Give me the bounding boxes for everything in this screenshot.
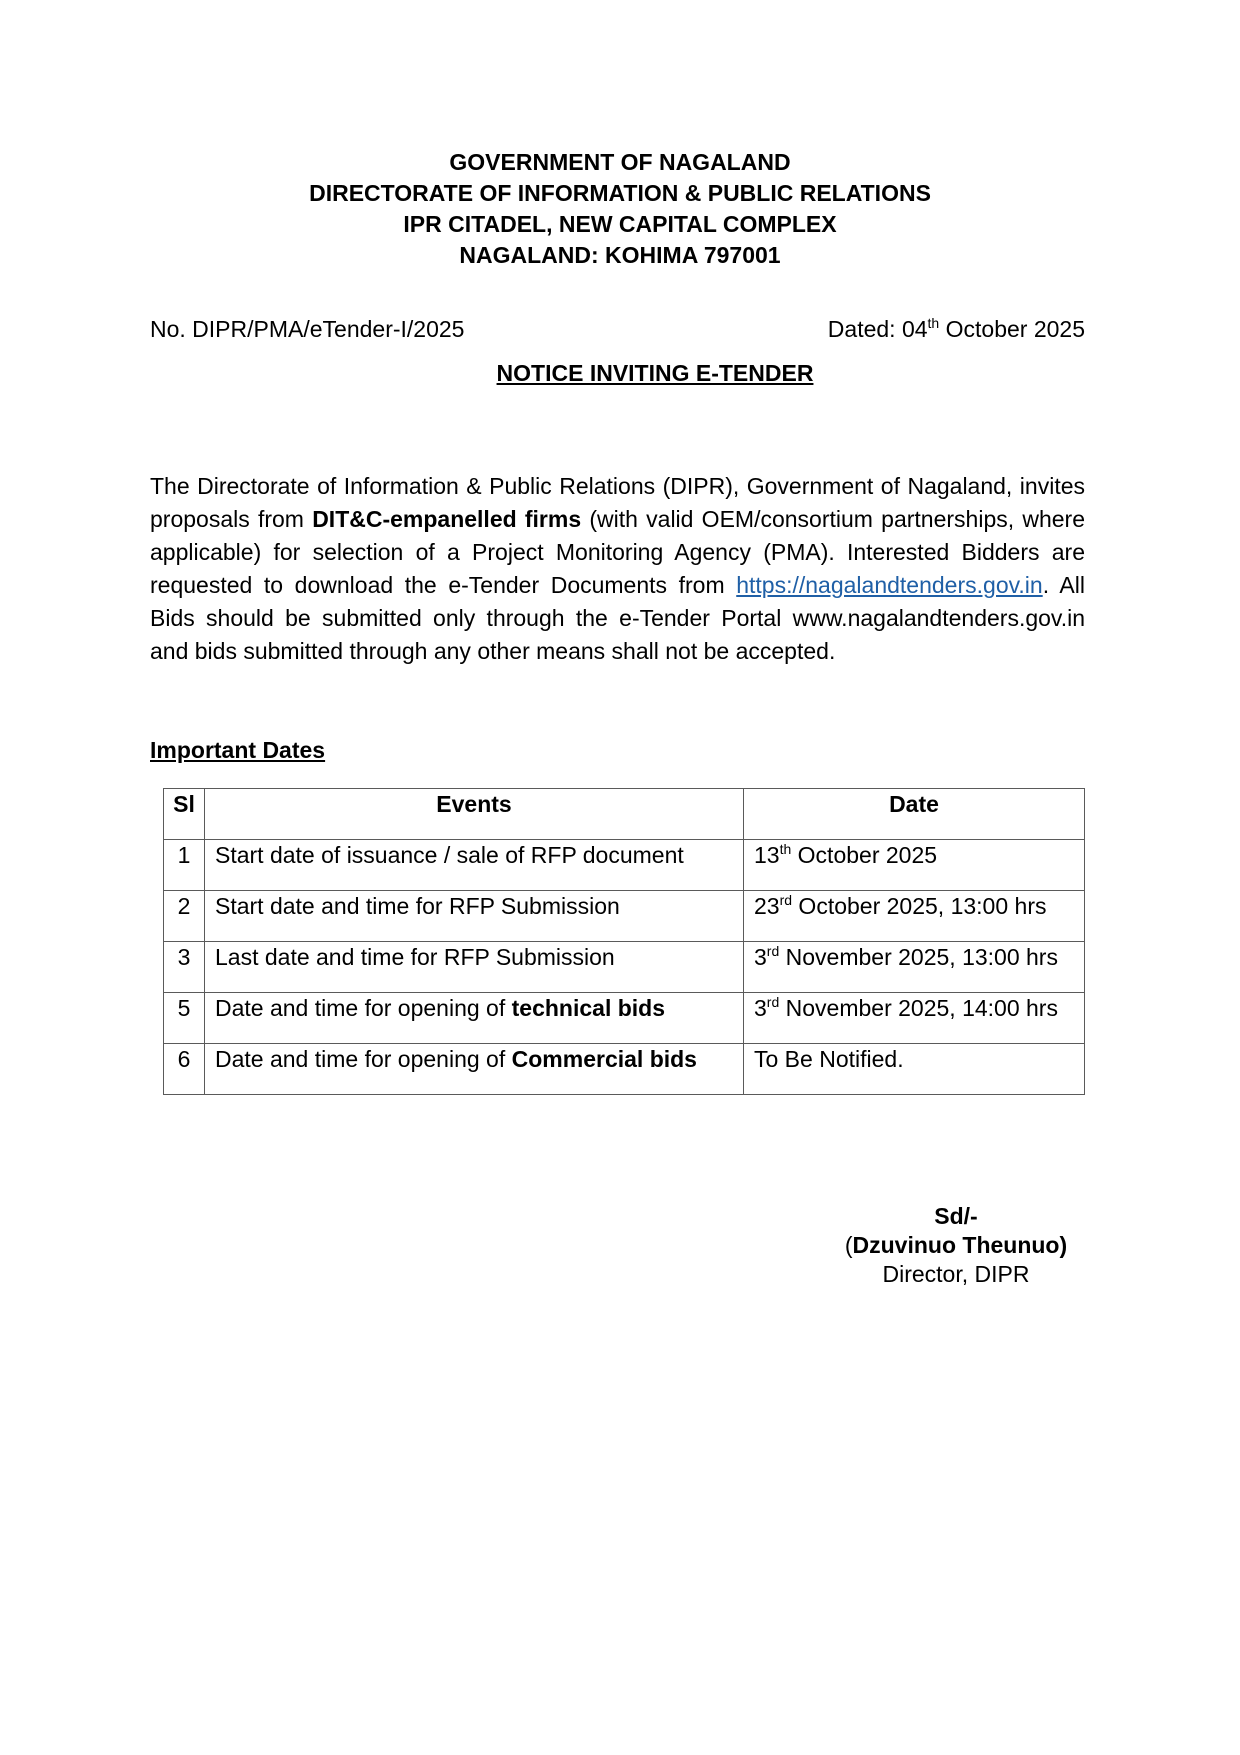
date-sup: rd <box>766 943 780 959</box>
row-date <box>744 840 1085 891</box>
dated <box>828 314 1085 344</box>
dated-sup: th <box>927 315 940 331</box>
date-text: To Be Notified. <box>754 1046 904 1072</box>
row-sl: 5 <box>164 993 205 1044</box>
date-sup: rd <box>766 994 780 1010</box>
row-sl: 3 <box>164 942 205 993</box>
paren-open: ( <box>844 1232 853 1258</box>
body-text-1: The Directorate of Information & Public Relations (DIPR), Government of Nagaland, invites proposals from <box>150 473 1085 532</box>
paren-close: ) <box>1059 1232 1068 1258</box>
important-dates-heading: Important Dates <box>150 737 326 763</box>
body-text-2: (with valid OEM/consortium partnerships, where applicable) for selection of a Project Monitoring Agency (PMA). Interested Bidders are requested to download the e-Tender Documents from <box>150 506 1085 598</box>
reference-number: No. DIPR/PMA/eTender-I/2025 <box>150 316 465 342</box>
row-date <box>744 993 1085 1044</box>
date-text: 23 <box>754 893 780 919</box>
event-text: Date and time for opening of <box>215 995 512 1021</box>
table-row <box>164 993 1085 1044</box>
event-bold: Commercial bids <box>511 1046 697 1072</box>
date-suffix: October 2025 <box>791 842 938 868</box>
body-paragraph <box>150 470 1085 668</box>
table-row <box>164 1044 1085 1095</box>
date-sup: th <box>779 841 792 857</box>
row-sl: 6 <box>164 1044 205 1095</box>
row-event <box>205 891 744 942</box>
column-header-sl: Sl <box>164 789 205 840</box>
row-sl: 2 <box>164 891 205 942</box>
body-text-3: . All Bids should be submitted only through the e-Tender Portal www.nagalandtenders.gov.in and bids submitted through any other means shall not be accepted. <box>150 572 1085 664</box>
letterhead <box>0 147 1240 271</box>
date-suffix: November 2025, 13:00 hrs <box>779 944 1058 970</box>
row-date <box>744 1044 1085 1095</box>
row-event <box>205 840 744 891</box>
event-text: Start date and time for RFP Submission <box>215 893 620 919</box>
row-event <box>205 1044 744 1095</box>
event-bold: technical bids <box>511 995 666 1021</box>
date-text: 3 <box>754 995 767 1021</box>
body-bold-firms: DIT&C-empanelled firms <box>312 506 582 532</box>
row-event <box>205 942 744 993</box>
event-text: Date and time for opening of <box>215 1046 512 1072</box>
row-date <box>744 942 1085 993</box>
row-sl: 1 <box>164 840 205 891</box>
date-text: 3 <box>754 944 767 970</box>
dated-suffix: October 2025 <box>939 316 1085 342</box>
signatory-name: Dzuvinuo Theunuo <box>852 1232 1060 1258</box>
date-sup: rd <box>779 892 793 908</box>
date-suffix: October 2025, 13:00 hrs <box>792 893 1047 919</box>
date-suffix: November 2025, 14:00 hrs <box>779 995 1058 1021</box>
date-text: 13 <box>754 842 780 868</box>
signatory-name-line <box>820 1231 1092 1260</box>
column-header-date: Date <box>744 789 1085 840</box>
row-event <box>205 993 744 1044</box>
dated-prefix: Dated: 04 <box>827 316 928 342</box>
signatory-designation: Director, DIPR <box>882 1261 1030 1287</box>
notice-title: NOTICE INVITING E-TENDER <box>496 360 814 386</box>
table-row <box>164 840 1085 891</box>
table-row <box>164 942 1085 993</box>
letterhead-line-directorate: DIRECTORATE OF INFORMATION & PUBLIC RELATIONS <box>309 180 931 206</box>
signature-sd: Sd/- <box>934 1203 978 1229</box>
tender-portal-link[interactable]: https://nagalandtenders.gov.in <box>736 572 1043 598</box>
table-header-row <box>164 789 1085 840</box>
event-text: Start date of issuance / sale of RFP document <box>215 842 684 868</box>
column-header-events: Events <box>205 789 744 840</box>
event-text: Last date and time for RFP Submission <box>215 944 615 970</box>
table-row <box>164 891 1085 942</box>
letterhead-line-city: NAGALAND: KOHIMA 797001 <box>459 242 781 268</box>
signature-block <box>820 1202 1092 1289</box>
letterhead-line-address: IPR CITADEL, NEW CAPITAL COMPLEX <box>403 211 837 237</box>
important-dates-table <box>163 788 1085 1095</box>
letterhead-line-government: GOVERNMENT OF NAGALAND <box>449 149 791 175</box>
row-date <box>744 891 1085 942</box>
